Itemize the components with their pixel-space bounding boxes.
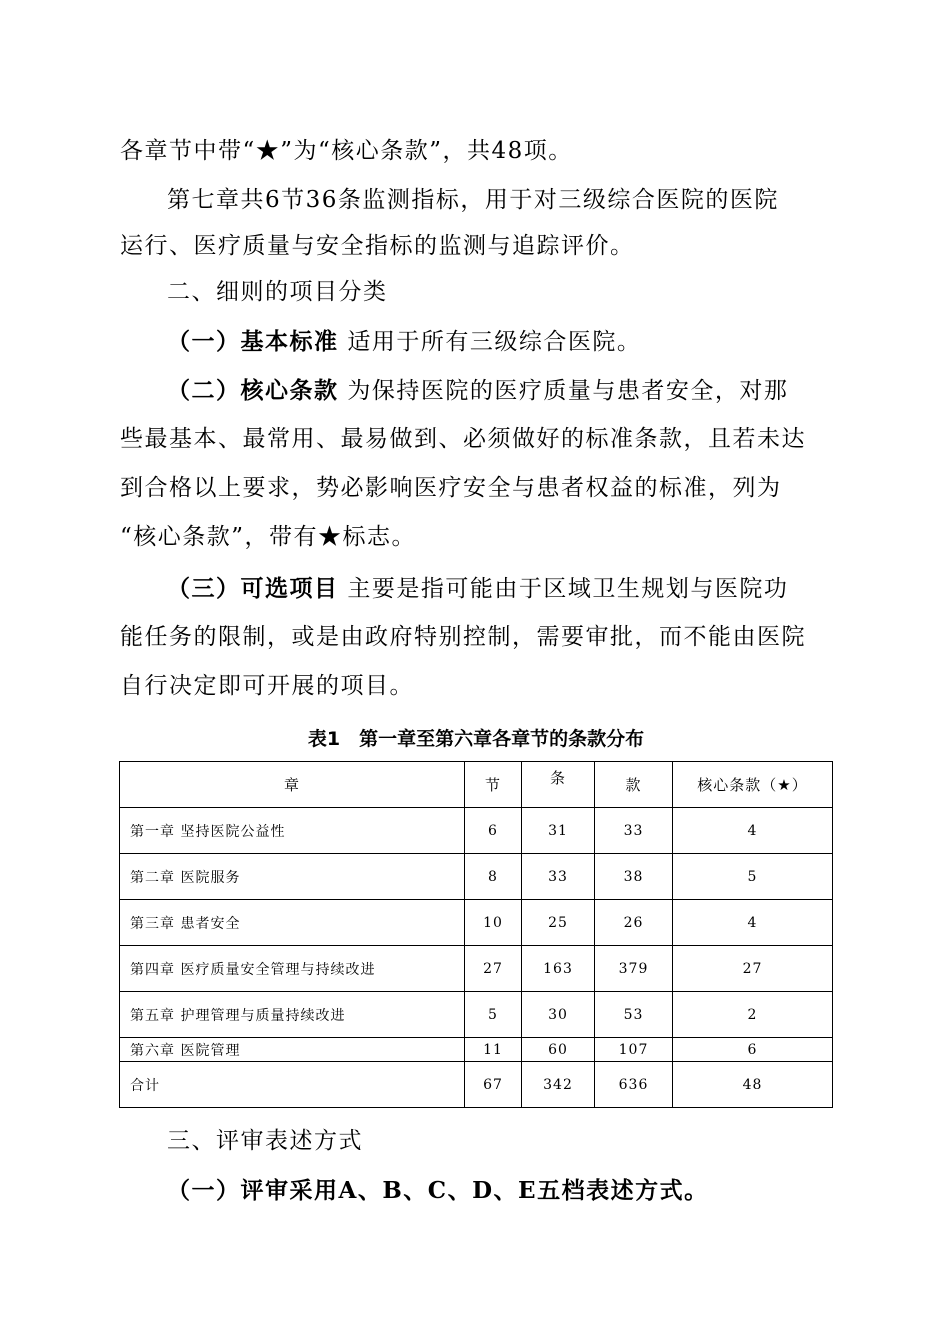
table-cell: 第四章 医疗质量安全管理与持续改进 bbox=[120, 946, 465, 992]
table-cell: 53 bbox=[595, 992, 673, 1038]
table-cell: 5 bbox=[465, 992, 522, 1038]
table-cell: 6 bbox=[673, 1038, 833, 1062]
table-cell: 38 bbox=[595, 854, 673, 900]
table-cell: 4 bbox=[673, 808, 833, 854]
column-header: 节 bbox=[465, 762, 522, 808]
section-heading: 三、评审表述方式 bbox=[167, 1128, 363, 1154]
table-cell: 342 bbox=[522, 1062, 595, 1108]
table-row bbox=[120, 854, 833, 900]
table-cell: 60 bbox=[522, 1038, 595, 1062]
subsection-heading: （一）评审采用A、B、C、D、E五档表述方式。 bbox=[167, 1177, 709, 1204]
item-core-clause bbox=[167, 366, 832, 416]
paragraph-continuation: “核心条款”，带有★标志。 bbox=[120, 524, 417, 550]
table-row bbox=[120, 808, 833, 854]
table-total-row bbox=[120, 1062, 833, 1108]
table-row bbox=[120, 900, 833, 946]
item-label: （一）基本标准 bbox=[167, 328, 339, 355]
item-basic-standard bbox=[167, 317, 832, 367]
item-optional bbox=[167, 564, 832, 614]
table-cell: 163 bbox=[522, 946, 595, 992]
table-cell: 27 bbox=[673, 946, 833, 992]
table-cell: 合计 bbox=[120, 1062, 465, 1108]
column-header: 章 bbox=[120, 762, 465, 808]
paragraph-continuation: 到合格以上要求，势必影响医疗安全与患者权益的标准，列为 bbox=[120, 475, 782, 501]
column-header: 核心条款（★） bbox=[673, 762, 833, 808]
table-cell: 636 bbox=[595, 1062, 673, 1108]
paragraph: 各章节中带“★”为“核心条款”，共48项。 bbox=[120, 138, 573, 164]
item-label: （三）可选项目 bbox=[167, 575, 339, 602]
item-text: 为保持医院的医疗质量与患者安全，对那 bbox=[347, 378, 789, 404]
table-row bbox=[120, 1038, 833, 1062]
table-cell: 30 bbox=[522, 992, 595, 1038]
table-cell: 107 bbox=[595, 1038, 673, 1062]
table-cell: 4 bbox=[673, 900, 833, 946]
table-row bbox=[120, 992, 833, 1038]
column-header: 条 bbox=[522, 762, 595, 808]
paragraph: 第七章共6节36条监测指标，用于对三级综合医院的医院 bbox=[167, 187, 779, 213]
section-heading: 二、细则的项目分类 bbox=[167, 279, 388, 305]
table-cell: 第一章 坚持医院公益性 bbox=[120, 808, 465, 854]
table-cell: 第六章 医院管理 bbox=[120, 1038, 465, 1062]
table-header-row bbox=[120, 762, 833, 808]
table-caption: 表1 第一章至第六章各章节的条款分布 bbox=[307, 728, 645, 750]
table-cell: 第二章 医院服务 bbox=[120, 854, 465, 900]
table-cell: 31 bbox=[522, 808, 595, 854]
table-cell: 33 bbox=[595, 808, 673, 854]
table-cell: 5 bbox=[673, 854, 833, 900]
table-cell: 67 bbox=[465, 1062, 522, 1108]
clause-distribution-table bbox=[119, 761, 833, 1108]
item-text: 主要是指可能由于区域卫生规划与医院功 bbox=[347, 576, 789, 602]
item-label: （二）核心条款 bbox=[167, 377, 339, 404]
table-cell: 27 bbox=[465, 946, 522, 992]
item-text: 适用于所有三级综合医院。 bbox=[347, 329, 642, 355]
table-cell: 6 bbox=[465, 808, 522, 854]
table-cell: 11 bbox=[465, 1038, 522, 1062]
table-cell: 33 bbox=[522, 854, 595, 900]
table-cell: 379 bbox=[595, 946, 673, 992]
paragraph-continuation: 些最基本、最常用、最易做到、必须做好的标准条款，且若未达 bbox=[120, 426, 806, 452]
column-header: 款 bbox=[595, 762, 673, 808]
table-cell: 26 bbox=[595, 900, 673, 946]
table-cell: 2 bbox=[673, 992, 833, 1038]
table-row bbox=[120, 946, 833, 992]
table-cell: 第三章 患者安全 bbox=[120, 900, 465, 946]
table-cell: 第五章 护理管理与质量持续改进 bbox=[120, 992, 465, 1038]
table-cell: 10 bbox=[465, 900, 522, 946]
paragraph-continuation: 能任务的限制，或是由政府特别控制，需要审批，而不能由医院 bbox=[120, 624, 806, 650]
table-cell: 25 bbox=[522, 900, 595, 946]
paragraph-continuation: 运行、医疗质量与安全指标的监测与追踪评价。 bbox=[120, 233, 635, 259]
paragraph-continuation: 自行决定即可开展的项目。 bbox=[120, 673, 414, 699]
table-cell: 48 bbox=[673, 1062, 833, 1108]
table-cell: 8 bbox=[465, 854, 522, 900]
